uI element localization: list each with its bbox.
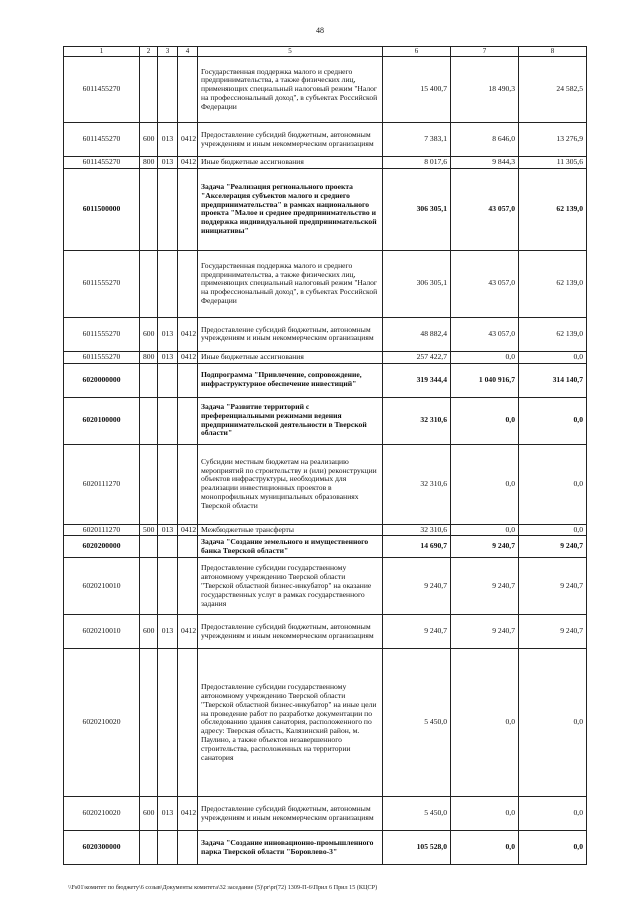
cell-target-code: 6020210020: [64, 649, 140, 797]
table-row: [64, 524, 587, 536]
cell-amount-col6: 32 310,6: [383, 397, 451, 444]
cell-target-code: 6011555270: [64, 351, 140, 363]
header-cell: 3: [158, 47, 178, 57]
cell-item-name: Иные бюджетные ассигнования: [198, 351, 383, 363]
cell-item-name: Государственная поддержка малого и среднего предпринимательства, а также физических лиц, применяющих специальный налоговый режим "Налог на профессиональный доход", в субъектах Российской Федерации: [198, 250, 383, 317]
cell-ministry-code: [158, 397, 178, 444]
table-row: [64, 351, 587, 363]
cell-amount-col6: 14 690,7: [383, 536, 451, 558]
cell-section-code: [178, 831, 198, 865]
cell-amount-col8: 62 139,0: [519, 250, 587, 317]
cell-target-code: 6011455270: [64, 57, 140, 123]
cell-amount-col6: 7 383,1: [383, 123, 451, 157]
cell-amount-col8: 9 240,7: [519, 615, 587, 649]
cell-expense-type: [140, 250, 158, 317]
cell-amount-col7: 0,0: [451, 524, 519, 536]
cell-ministry-code: 013: [158, 317, 178, 351]
table-row: [64, 615, 587, 649]
table-row: [64, 57, 587, 123]
cell-expense-type: 800: [140, 351, 158, 363]
table-row: [64, 444, 587, 524]
cell-amount-col7: 8 646,0: [451, 123, 519, 157]
cell-ministry-code: 013: [158, 157, 178, 169]
cell-amount-col7: 43 057,0: [451, 168, 519, 250]
cell-expense-type: [140, 649, 158, 797]
table-row: [64, 558, 587, 615]
table-row: [64, 317, 587, 351]
cell-amount-col7: 0,0: [451, 831, 519, 865]
table-row: [64, 250, 587, 317]
cell-amount-col8: 0,0: [519, 649, 587, 797]
cell-amount-col8: 0,0: [519, 444, 587, 524]
cell-expense-type: [140, 397, 158, 444]
cell-ministry-code: 013: [158, 615, 178, 649]
cell-expense-type: 800: [140, 157, 158, 169]
budget-table: [63, 46, 587, 865]
cell-item-name: Подпрограмма "Привлечение, сопровождение, инфраструктурное обеспечение инвестиций": [198, 363, 383, 397]
cell-item-name: Задача "Создание инновационно-промышленного парка Тверской области "Боровлево-3": [198, 831, 383, 865]
cell-section-code: 0412: [178, 157, 198, 169]
cell-amount-col8: 62 139,0: [519, 168, 587, 250]
cell-item-name: Межбюджетные трансферты: [198, 524, 383, 536]
cell-ministry-code: [158, 57, 178, 123]
cell-amount-col7: 0,0: [451, 649, 519, 797]
cell-expense-type: [140, 57, 158, 123]
cell-expense-type: 500: [140, 524, 158, 536]
cell-amount-col7: 0,0: [451, 397, 519, 444]
cell-item-name: Задача "Создание земельного и имущественного банка Тверской области": [198, 536, 383, 558]
cell-section-code: [178, 444, 198, 524]
cell-expense-type: 600: [140, 123, 158, 157]
cell-amount-col7: 0,0: [451, 444, 519, 524]
cell-ministry-code: [158, 649, 178, 797]
cell-amount-col7: 43 057,0: [451, 317, 519, 351]
cell-target-code: 6020000000: [64, 363, 140, 397]
cell-amount-col7: 0,0: [451, 351, 519, 363]
cell-ministry-code: 013: [158, 123, 178, 157]
cell-expense-type: [140, 444, 158, 524]
cell-ministry-code: [158, 363, 178, 397]
cell-target-code: 6011555270: [64, 250, 140, 317]
cell-section-code: [178, 536, 198, 558]
header-cell: 2: [140, 47, 158, 57]
cell-amount-col6: 8 017,6: [383, 157, 451, 169]
cell-amount-col7: 9 240,7: [451, 558, 519, 615]
table-row: [64, 797, 587, 831]
cell-amount-col6: 32 310,6: [383, 444, 451, 524]
cell-amount-col8: 24 582,5: [519, 57, 587, 123]
cell-amount-col8: 13 276,9: [519, 123, 587, 157]
cell-section-code: [178, 558, 198, 615]
cell-amount-col7: 1 040 916,7: [451, 363, 519, 397]
cell-amount-col8: 62 139,0: [519, 317, 587, 351]
cell-section-code: 0412: [178, 615, 198, 649]
cell-amount-col6: 306 305,1: [383, 168, 451, 250]
cell-section-code: 0412: [178, 524, 198, 536]
cell-section-code: [178, 649, 198, 797]
cell-section-code: [178, 363, 198, 397]
cell-section-code: 0412: [178, 351, 198, 363]
cell-section-code: [178, 168, 198, 250]
header-cell: 5: [198, 47, 383, 57]
cell-item-name: Субсидии местным бюджетам на реализацию мероприятий по строительству и (или) реконструкции объектов инфраструктуры, необходимых для реализации инвестиционных проектов в монопрофильных муниципальных образованиях Тверской области: [198, 444, 383, 524]
cell-section-code: [178, 397, 198, 444]
cell-ministry-code: 013: [158, 797, 178, 831]
cell-item-name: Предоставление субсидий бюджетным, автономным учреждениям и иным некоммерческим организациям: [198, 317, 383, 351]
cell-ministry-code: 013: [158, 524, 178, 536]
cell-item-name: Предоставление субсидии государственному автономному учреждению Тверской области "Тверской областной бизнес-инкубатор" на оказание государственных услуг в рамках государственного задания: [198, 558, 383, 615]
table-row: [64, 168, 587, 250]
cell-ministry-code: [158, 444, 178, 524]
cell-expense-type: 600: [140, 615, 158, 649]
cell-amount-col8: 9 240,7: [519, 558, 587, 615]
table-row: [64, 363, 587, 397]
cell-section-code: 0412: [178, 317, 198, 351]
cell-amount-col8: 314 140,7: [519, 363, 587, 397]
cell-amount-col7: 18 490,3: [451, 57, 519, 123]
cell-section-code: 0412: [178, 123, 198, 157]
cell-amount-col6: 105 528,0: [383, 831, 451, 865]
table-row: [64, 157, 587, 169]
cell-ministry-code: [158, 536, 178, 558]
cell-amount-col6: 306 305,1: [383, 250, 451, 317]
cell-ministry-code: [158, 250, 178, 317]
cell-target-code: 6020210020: [64, 797, 140, 831]
cell-amount-col6: 15 400,7: [383, 57, 451, 123]
cell-item-name: Предоставление субсидий бюджетным, автономным учреждениям и иным некоммерческим организациям: [198, 123, 383, 157]
cell-target-code: 6011500000: [64, 168, 140, 250]
cell-item-name: Задача "Реализация регионального проекта "Акселерация субъектов малого и среднего предпринимательства" в рамках национального проекта "Малое и среднее предпринимательство и поддержка индивидуальной предпринимательской инициативы": [198, 168, 383, 250]
cell-amount-col6: 5 450,0: [383, 649, 451, 797]
cell-amount-col6: 5 450,0: [383, 797, 451, 831]
cell-amount-col7: 43 057,0: [451, 250, 519, 317]
table-header-row: [64, 47, 587, 57]
cell-section-code: 0412: [178, 797, 198, 831]
table-row: [64, 649, 587, 797]
cell-target-code: 6020111270: [64, 444, 140, 524]
cell-target-code: 6020300000: [64, 831, 140, 865]
cell-expense-type: [140, 168, 158, 250]
cell-amount-col6: 48 882,4: [383, 317, 451, 351]
cell-ministry-code: [158, 831, 178, 865]
cell-amount-col6: 9 240,7: [383, 558, 451, 615]
cell-amount-col7: 9 240,7: [451, 615, 519, 649]
cell-amount-col8: 0,0: [519, 831, 587, 865]
header-cell: 7: [451, 47, 519, 57]
table-row: [64, 831, 587, 865]
cell-expense-type: 600: [140, 317, 158, 351]
cell-amount-col6: 32 310,6: [383, 524, 451, 536]
cell-amount-col6: 9 240,7: [383, 615, 451, 649]
cell-item-name: Задача "Развитие территорий с преференциальными режимами ведения предпринимательской деятельности в Тверской области": [198, 397, 383, 444]
cell-item-name: Иные бюджетные ассигнования: [198, 157, 383, 169]
cell-amount-col8: 0,0: [519, 797, 587, 831]
cell-expense-type: [140, 831, 158, 865]
cell-section-code: [178, 57, 198, 123]
cell-amount-col8: 9 240,7: [519, 536, 587, 558]
cell-amount-col7: 9 844,3: [451, 157, 519, 169]
cell-target-code: 6020100000: [64, 397, 140, 444]
cell-amount-col7: 9 240,7: [451, 536, 519, 558]
cell-amount-col8: 0,0: [519, 524, 587, 536]
cell-amount-col6: 257 422,7: [383, 351, 451, 363]
cell-item-name: Предоставление субсидий бюджетным, автономным учреждениям и иным некоммерческим организациям: [198, 615, 383, 649]
cell-ministry-code: [158, 558, 178, 615]
cell-target-code: 6020111270: [64, 524, 140, 536]
cell-target-code: 6020210010: [64, 558, 140, 615]
cell-amount-col7: 0,0: [451, 797, 519, 831]
cell-amount-col8: 0,0: [519, 397, 587, 444]
header-cell: 1: [64, 47, 140, 57]
cell-expense-type: [140, 558, 158, 615]
cell-target-code: 6020200000: [64, 536, 140, 558]
cell-section-code: [178, 250, 198, 317]
cell-item-name: Государственная поддержка малого и среднего предпринимательства, а также физических лиц, применяющих специальный налоговый режим "Налог на профессиональный доход", в субъектах Российской Федерации: [198, 57, 383, 123]
cell-target-code: 6011555270: [64, 317, 140, 351]
header-cell: 6: [383, 47, 451, 57]
page-number: 48: [316, 26, 324, 35]
cell-item-name: Предоставление субсидии государственному автономному учреждению Тверской области "Тверской областной бизнес-инкубатор" на иные цели на проведение работ по разработке документации по обследованию здания санатория, расположенного по адресу: Тверская область, Калязинский район, м. Паулино, а также объектов незавершенного строительства, расположенных на территории санатория: [198, 649, 383, 797]
cell-ministry-code: 013: [158, 351, 178, 363]
header-cell: 8: [519, 47, 587, 57]
cell-target-code: 6020210010: [64, 615, 140, 649]
file-path-footer: \\Fs01\комитет по бюджету\6 созыв\Документы комитета\32 заседание (5)\pr\pr(72) 1309-П-6\Прил 6 Прил 15 (КЦСР): [68, 884, 378, 891]
cell-target-code: 6011455270: [64, 157, 140, 169]
cell-expense-type: 600: [140, 797, 158, 831]
table-row: [64, 123, 587, 157]
cell-item-name: Предоставление субсидий бюджетным, автономным учреждениям и иным некоммерческим организациям: [198, 797, 383, 831]
header-cell: 4: [178, 47, 198, 57]
cell-amount-col8: 0,0: [519, 351, 587, 363]
cell-amount-col6: 319 344,4: [383, 363, 451, 397]
cell-expense-type: [140, 363, 158, 397]
cell-target-code: 6011455270: [64, 123, 140, 157]
cell-expense-type: [140, 536, 158, 558]
cell-amount-col8: 11 305,6: [519, 157, 587, 169]
cell-ministry-code: [158, 168, 178, 250]
table-row: [64, 397, 587, 444]
table-row: [64, 536, 587, 558]
